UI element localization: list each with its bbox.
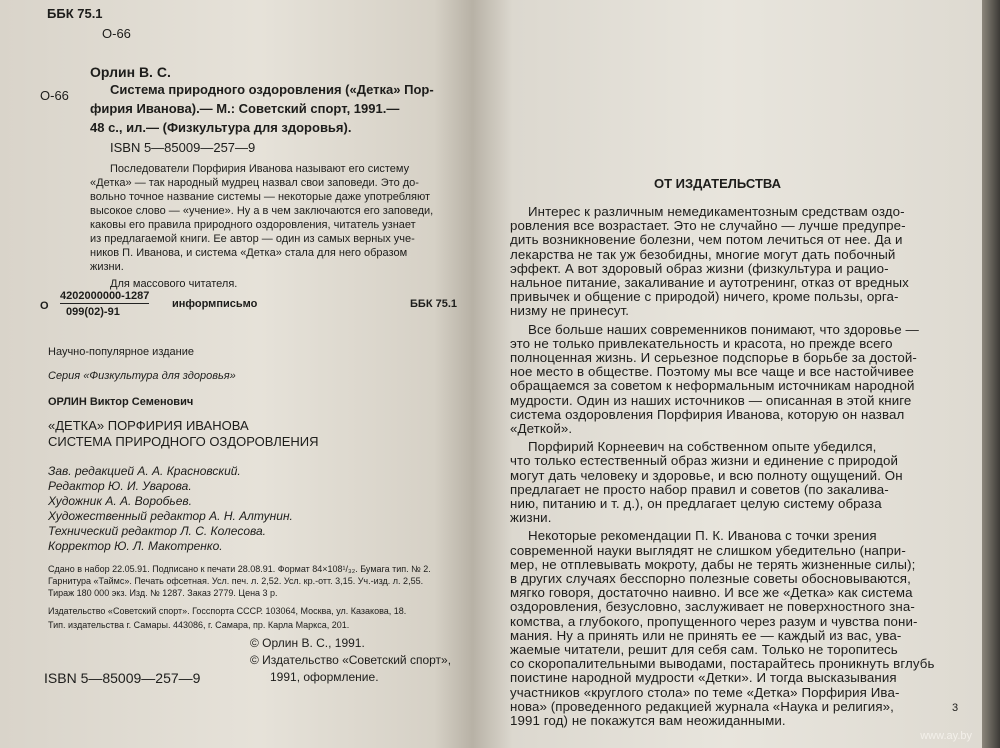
paragraph-line: Порфирий Корнеевич на собственном опыте убедился,: [528, 439, 877, 454]
paragraph-line: нию, питанию и т. д.), он предлагает целую систему образа: [510, 496, 882, 511]
paragraph-line: эффект. А вот здоровый образ жизни (физкультура и рацио-: [510, 261, 889, 276]
book-subtitle: СИСТЕМА ПРИРОДНОГО ОЗДОРОВЛЕНИЯ: [48, 434, 319, 449]
print-info-line: Сдано в набор 22.05.91. Подписано к печати 28.08.91. Формат 84×108¹/₃₂. Бумага тип. № 2.: [48, 564, 431, 574]
abstract-line: из предлагаемой книги. Ее автор — один из самых верных уче-: [90, 233, 415, 245]
paragraph-line: ное место в обществе. Поэтому мы все чаще и все настойчивее: [510, 364, 914, 379]
paragraph-line: система оздоровления Порфирия Иванова, которую он назвал: [510, 407, 905, 422]
paragraph-line: 1991 год) не покажутся вам неожиданными.: [510, 713, 786, 728]
copyright-line: © Орлин В. С., 1991.: [250, 636, 365, 650]
paragraph-line: мудрости. Один из наших источников — описанная в этой книге: [510, 393, 912, 408]
abstract-line: каковы его правила природного оздоровления, читатель узнает: [90, 219, 416, 231]
biblio-line: фирия Иванова).— М.: Советский спорт, 1991.—: [90, 101, 400, 116]
paragraph-line: ровления все возрастает. Это не случайно — лучше предупре-: [510, 218, 906, 233]
section-heading: ОТ ИЗДАТЕЛЬСТВА: [654, 176, 782, 191]
paragraph-line: комства, а глубокого, пропущенного через разум и чувства пони-: [510, 614, 918, 629]
isbn-bottom: ISBN 5—85009—257—9: [44, 670, 201, 686]
credit-line: Художественный редактор А. Н. Алтунин.: [48, 509, 293, 523]
paragraph-line: мания. Ну а принять или не принять ее — каждый из вас, ува-: [510, 628, 902, 643]
left-page: [0, 0, 472, 748]
isbn-top: ISBN 5—85009—257—9: [110, 140, 256, 155]
page-number: 3: [952, 702, 959, 714]
author-short: Орлин В. С.: [90, 64, 171, 80]
classification-code: О-66: [102, 26, 131, 41]
author-full: ОРЛИН Виктор Семенович: [48, 396, 194, 408]
abstract-line: вольно точное название системы — некоторые даже употребляют: [90, 191, 430, 203]
paragraph-line: участников «круглого стола» по теме «Детка» Порфирия Ива-: [510, 685, 900, 700]
paragraph-line: обращаемся за советом к неформальным источникам народной: [510, 378, 915, 393]
paragraph-line: мягко говоря, достаточно наивно. И все же «Детка» как система: [510, 585, 913, 600]
print-info-line: Гарнитура «Таймс». Печать офсетная. Усл. печ. л. 2,52. Усл. кр.-отт. 3,15. Уч.-изд. л. 2,55.: [48, 576, 424, 586]
publisher-line: Тип. издательства г. Самары. 443086, г. Самара, пр. Карла Маркса, 201.: [48, 620, 350, 630]
paragraph-line: это не только привлекательность и красота, но прежде всего: [510, 336, 893, 351]
abstract-line: ников П. Иванова, и система «Детка» стала для него образом: [90, 247, 408, 259]
bbk-code-2: ББК 75.1: [410, 298, 457, 310]
paragraph-line: жизни.: [510, 510, 552, 525]
paragraph-line: Интерес к различным немедикаментозным средствам оздо-: [528, 204, 905, 219]
abstract-line: жизни.: [90, 261, 124, 273]
paragraph-line: поистине народной мудрости «Детки». И тогда высказывания: [510, 670, 897, 685]
paragraph-line: современной науки выглядят не слишком убедительно (напри-: [510, 543, 906, 558]
watermark: www.ay.by: [920, 730, 972, 742]
paragraph-line: привычек и общение с природой) ничего, кроме пользы, орга-: [510, 289, 899, 304]
copyright-line: © Издательство «Советский спорт»,: [250, 653, 452, 667]
abstract-line: «Детка» — так народный мудрец назвал свои заповеди. Это до-: [90, 177, 419, 189]
code-prefix: О: [40, 300, 49, 312]
credit-line: Технический редактор Л. С. Колесова.: [48, 524, 267, 538]
paragraph-line: лекарства не так уж безобидны, многие могут дать побочный: [510, 247, 896, 262]
credit-line: Корректор Ю. Л. Макотренко.: [48, 539, 223, 553]
paragraph-line: полноценная жизнь. И серьезное подспорье в борьбе за достой-: [510, 350, 917, 365]
paragraph-line: что только естественный образ жизни и единение с природой: [510, 453, 899, 468]
genre-label: Научно-популярное издание: [48, 346, 194, 358]
page-edge-shadow: [982, 0, 1000, 748]
publisher-line: Издательство «Советский спорт». Госспорта СССР. 103064, Москва, ул. Казакова, 18.: [48, 606, 407, 616]
bbk-code: ББК 75.1: [47, 6, 103, 21]
paragraph-line: нальное питание, закаливание и аутотренинг, отказ от вредных: [510, 275, 909, 290]
code-note: информписьмо: [172, 298, 258, 310]
paragraph-line: Все больше наших современников понимают, что здоровье —: [528, 322, 919, 337]
print-info-line: Тираж 180 000 экз. Изд. № 1287. Заказ 2779. Цена 3 р.: [48, 588, 278, 598]
paragraph-line: в других случаях бесспорно полезные советы обосновываются,: [510, 571, 911, 586]
copyright-line: 1991, оформление.: [270, 670, 379, 684]
credit-line: Зав. редакцией А. А. Красновский.: [48, 464, 241, 478]
paragraph-line: дить возникновение болезни, чем потом лечиться от нее. Да и: [510, 232, 903, 247]
biblio-line: Система природного оздоровления («Детка» Пор-: [110, 82, 434, 97]
paragraph-line: предлагает не просто набор правил и советов (по закалива-: [510, 482, 889, 497]
code-denominator: 099(02)-91: [66, 306, 120, 318]
series-label: Серия «Физкультура для здоровья»: [48, 370, 236, 382]
code-numerator: 4202000000-1287: [60, 290, 150, 302]
paragraph-line: «Деткой».: [510, 421, 573, 436]
paragraph-line: мер, не отплевывать мокроту, дабы не терять жизненные силы);: [510, 557, 916, 572]
paragraph-line: жаемые читатели, решит для себя сам. Только не торопитесь: [510, 642, 898, 657]
book-title: «ДЕТКА» ПОРФИРИЯ ИВАНОВА: [48, 418, 249, 433]
abstract-line: высокое слово — «учение». Ну а в чем заключаются его заповеди,: [90, 205, 434, 217]
paragraph-line: оздоровления, безусловно, заслуживает не поверхностного зна-: [510, 599, 915, 614]
abstract-line: Последователи Порфирия Иванова называют его систему: [110, 163, 410, 175]
paragraph-line: низму не принесут.: [510, 303, 630, 318]
biblio-line: 48 с., ил.— (Физкультура для здоровья).: [90, 120, 352, 135]
paragraph-line: могут дать человеку и здоровье, и всю полноту ощущений. Он: [510, 468, 903, 483]
paragraph-line: Некоторые рекомендации П. К. Иванова с точки зрения: [528, 528, 877, 543]
audience-note: Для массового читателя.: [110, 278, 238, 290]
paragraph-line: со скоропалительными выводами, постарайтесь проникнуть вглубь: [510, 656, 935, 671]
paragraph-line: нова» (проведенного редакцией журнала «Наука и религия»,: [510, 699, 894, 714]
credit-line: Редактор Ю. И. Уварова.: [48, 479, 192, 493]
classification-code-left: О-66: [40, 88, 69, 103]
credit-line: Художник А. А. Воробьев.: [48, 494, 193, 508]
